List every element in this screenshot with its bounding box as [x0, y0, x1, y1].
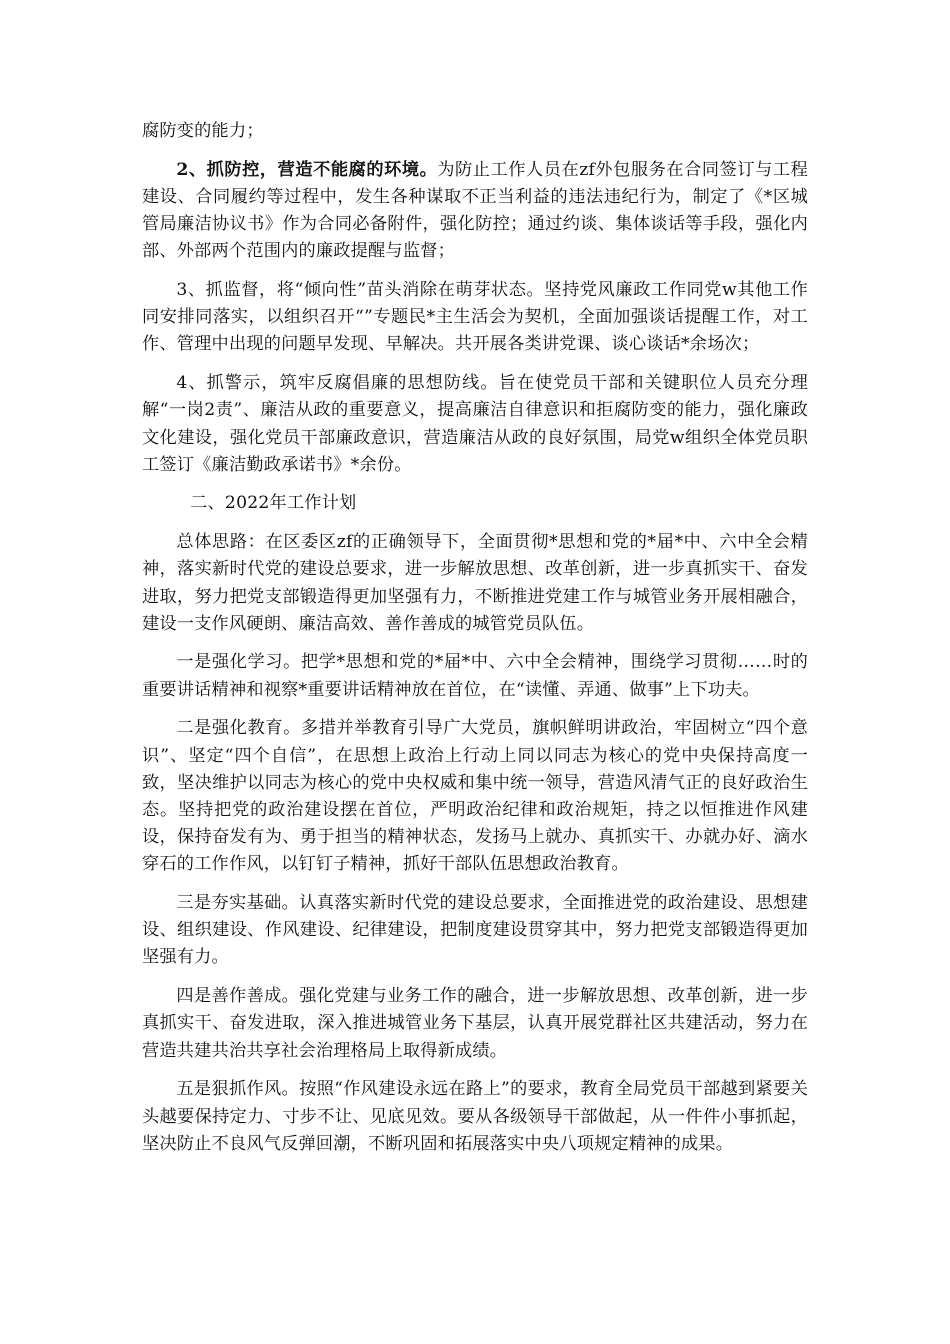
- paragraph-prevention: [142, 157, 808, 266]
- paragraph-warning: 4、抓警示，筑牢反腐倡廉的思想防线。旨在使党员干部和关键职位人员充分理解“一岗2责”、廉洁从政的重要意义，提高廉洁自律意识和拒腐防变的能力，强化廉政文化建设，强化党员干部廉政意识，营造廉洁从政的良好氛围，局党w组织全体党员职工签订《廉洁勤政承诺书》*余份。: [142, 373, 808, 475]
- paragraph-achievement: 四是善作善成。强化党建与业务工作的融合，进一步解放思想、改革创新，进一步真抓实干、奋发进取，深入推进城管业务下基层，认真开展党群社区共建活动，努力在营造共建共治共享社会治理格局上取得新成绩。: [142, 986, 808, 1061]
- paragraph-overall-approach: 总体思路：在区委区zf的正确领导下，全面贯彻*思想和党的*届*中、六中全会精神，落实新时代党的建设总要求，进一步解放思想、改革创新，进一步真抓实干、奋发进取，努力把党支部锻造得更加坚强有力，不断推进党建工作与城管业务开展相融合，建设一支作风硬朗、廉洁高效、善作善成的城管党员队伍。: [142, 532, 808, 634]
- paragraph-foundation: 三是夯实基础。认真落实新时代党的建设总要求，全面推进党的政治建设、思想建设、组织建设、作风建设、纪律建设，把制度建设贯穿其中，努力把党支部锻造得更加坚强有力。: [142, 893, 808, 968]
- paragraph-body: 为防止工作人员在zf外包服务在合同签订与工程建设、合同履约等过程中，发生各种谋取不正当利益的违法违纪行为，制定了《*区城管局廉洁协议书》作为合同必备附件，强化防控；通过约谈、集体谈话等手段，强化内部、外部两个范围内的廉政提醒与监督；: [142, 159, 808, 262]
- paragraph-lead: 2、抓防控，营造不能腐的环境。: [176, 159, 438, 180]
- paragraph-study: 一是强化学习。把学*思想和党的*届*中、六中全会精神，围绕学习贯彻……时的重要讲话精神和视察*重要讲话精神放在首位，在“读懂、弄通、做事”上下功夫。: [142, 652, 808, 700]
- document-page: [142, 118, 808, 1169]
- paragraph-supervision: 3、抓监督，将“倾向性”苗头消除在萌芽状态。坚持党风廉政工作同党w其他工作同安排同落实，以组织召开“”专题民*主生活会为契机，全面加强谈话提醒工作，对工作、管理中出现的问题早发现、早解决。共开展各类讲党课、谈心谈话*余场次；: [142, 280, 808, 355]
- section-heading: 二、2022年工作计划: [190, 493, 357, 514]
- paragraph-education: 二是强化教育。多措并举教育引导广大党员，旗帜鲜明讲政治，牢固树立“四个意识”、坚定“四个自信”，在思想上政治上行动上同以同志为核心的党中央保持高度一致，坚决维护以同志为核心的党中央权威和集中统一领导，营造风清气正的良好政治生态。坚持把党的政治建设摆在首位，严明政治纪律和政治规矩，持之以恒推进作风建设，保持奋发有为、勇于担当的精神状态，发扬马上就办、真抓实干、办就办好、滴水穿石的工作作风，以钉钉子精神，抓好干部队伍思想政治教育。: [142, 718, 808, 875]
- paragraph-work-style: 五是狠抓作风。按照“作风建设永远在路上”的要求，教育全局党员干部越到紧要关头越要保持定力、寸步不让、见底见效。要从各级领导干部做起，从一件件小事抓起，坚决防止不良风气反弹回潮，不断巩固和拓展落实中央八项规定精神的成果。: [142, 1079, 808, 1154]
- paragraph-continuation: 腐防变的能力；: [142, 121, 264, 141]
